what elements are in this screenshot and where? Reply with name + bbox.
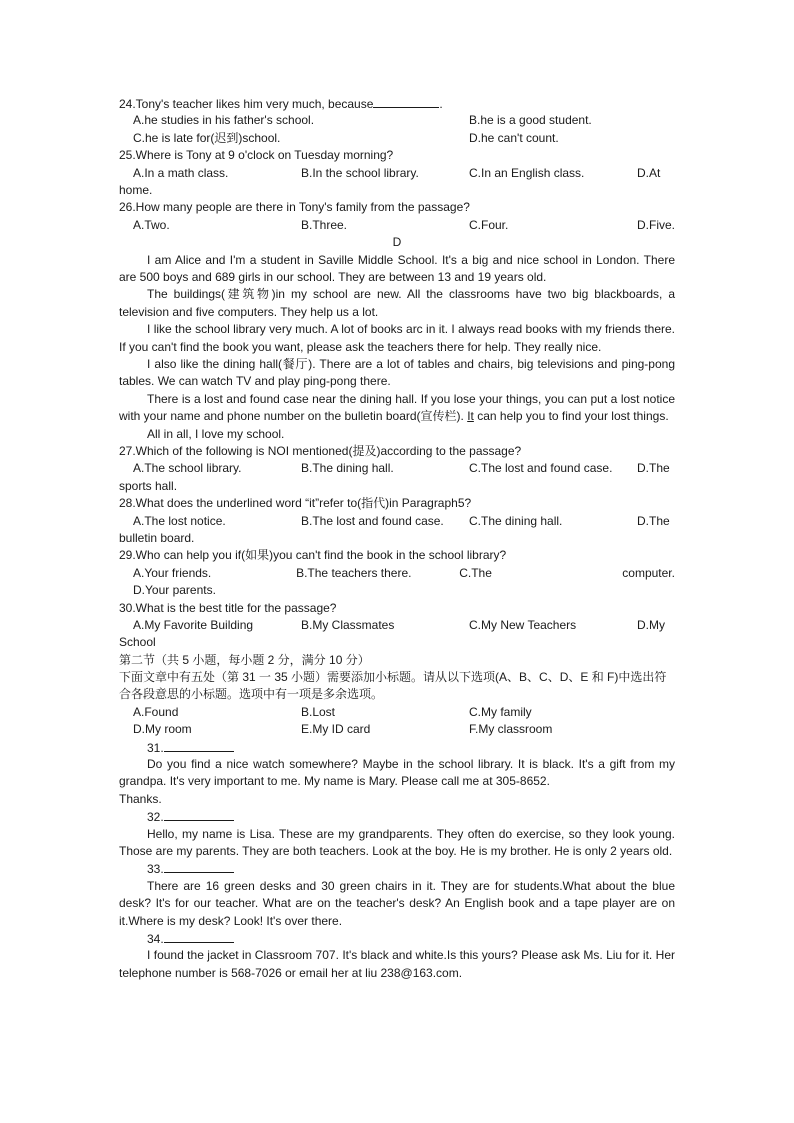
question-stem-text: 24.Tony's teacher likes him very much, because <box>119 97 374 111</box>
option-d: D.At <box>637 165 661 180</box>
heading-options-row-2 <box>119 721 675 738</box>
question-31-tail: Thanks. <box>119 791 162 806</box>
option-d: D.Five. <box>637 217 676 232</box>
option-a: A.The school library. <box>133 461 242 476</box>
passage-paragraph-3: I like the school library very much. A lot of books arc in it. I always read books with my friends there. If you can't find the book you want, please ask the teachers there for help. They really nice. <box>119 322 675 354</box>
question-24-stem <box>119 95 675 112</box>
option-a: A.In a math class. <box>133 165 229 180</box>
question-30-options <box>119 617 675 634</box>
option-a: A.he studies in his father's school. <box>133 113 315 128</box>
passage-paragraph-6: All in all, I love my school. <box>147 426 285 441</box>
question-34-text: I found the jacket in Classroom 707. It's black and white.Is this yours? Please ask Ms. Liu for it. Her telephone number is 568-7026 or email her at liu 238@163.com. <box>119 948 675 980</box>
question-30-stem: 30.What is the best title for the passage? <box>119 600 337 615</box>
passage-label: D <box>392 235 402 250</box>
option-a: A.My Favorite Building <box>133 617 254 632</box>
option-d: D.My <box>637 617 665 632</box>
question-29-options <box>119 565 675 582</box>
option-e: E.My ID card <box>301 722 371 737</box>
option-b: B.The dining hall. <box>301 461 394 476</box>
passage-paragraph-5 <box>119 391 675 426</box>
question-29-stem: 29.Who can help you if(如果)you can't find the book in the school library? <box>119 548 507 563</box>
option-c: C.My New Teachers <box>469 617 577 632</box>
question-34-title <box>119 930 675 947</box>
question-32-text: Hello, my name is Lisa. These are my grandparents. They often do exercise, so they look young. Those are my parents. They are both teachers. Look at the boy. He is my brother. He is only 2 years old. <box>119 826 675 859</box>
option-b: B.In the school library. <box>301 165 419 180</box>
question-31-title <box>119 739 675 756</box>
question-26-stem: 26.How many people are there in Tony's family from the passage? <box>119 200 470 215</box>
option-c: C.he is late for(迟到)school. <box>133 130 281 145</box>
paragraph-text-end: can help you to find your lost things. <box>473 409 669 424</box>
question-31-text: Do you find a nice watch somewhere? Maybe in the school library. It is black. It's a gift from my grandpa. It's very important to me. My name is Mary. Please call me at 305-8652. <box>119 757 675 789</box>
option-d-continuation: bulletin board. <box>119 530 195 545</box>
question-number: 34. <box>147 932 164 947</box>
option-a: A.The lost notice. <box>133 513 226 528</box>
option-c: C.The lost and found case. <box>469 461 613 476</box>
paragraph-text: There is a lost and found case near the dining hall. If you lose your things, you can put a lost notice with your name and phone number on the bulletin board(宣传栏). <box>119 391 675 424</box>
passage-paragraph-4: I also like the dining hall(餐厅). There are a lot of tables and chairs, big televisions and ping-pong tables. We can watch TV and play ping-pong there. <box>119 356 675 389</box>
answer-blank <box>164 930 234 943</box>
question-28-options <box>119 513 675 530</box>
option-d: D.Your parents. <box>133 583 216 598</box>
question-stem-end: . <box>439 97 443 111</box>
option-b: B.Lost <box>301 704 336 719</box>
option-c: C.Four. <box>469 217 509 232</box>
question-number: 32. <box>147 810 164 825</box>
question-27-stem: 27.Which of the following is NOI mentioned(提及)according to the passage? <box>119 443 522 458</box>
option-b: B.he is a good student. <box>469 113 592 128</box>
option-c: C.The dining hall. <box>469 513 563 528</box>
option-a: A.Your friends. <box>133 565 212 580</box>
option-d: D.he can't count. <box>469 130 559 145</box>
option-c-continuation: computer. <box>622 565 675 580</box>
question-25-options <box>119 165 675 182</box>
underlined-word: It <box>467 409 474 424</box>
option-d-continuation: sports hall. <box>119 478 178 493</box>
option-d-continuation: home. <box>119 182 153 197</box>
option-b: B.The teachers there. <box>296 565 412 580</box>
question-33-text: There are 16 green desks and 30 green chairs in it. They are for students.What about the blue desk? It's for our teacher. What are on the teacher's desk? An English book and a tape player are on it.Where is my desk? Look! It's over there. <box>119 878 675 928</box>
question-26-options <box>119 217 675 234</box>
option-d: D.My room <box>133 722 192 737</box>
page-content <box>119 95 675 982</box>
section-heading: 第二节（共 5 小题，每小题 2 分，满分 10 分） <box>119 652 370 667</box>
answer-blank <box>373 95 439 108</box>
option-c: C.The <box>459 565 492 580</box>
question-28-stem: 28.What does the underlined word “it”refer to(指代)in Paragraph5? <box>119 496 472 511</box>
option-a: A.Found <box>133 704 179 719</box>
question-24-options-row-2 <box>119 130 675 147</box>
question-33-title <box>119 860 675 877</box>
option-d: D.The <box>637 513 670 528</box>
answer-blank <box>164 739 234 752</box>
option-a: A.Two. <box>133 217 170 232</box>
option-d: D.The <box>637 461 670 476</box>
question-number: 33. <box>147 862 164 877</box>
option-f: F.My classroom <box>469 722 553 737</box>
option-b: B.The lost and found case. <box>301 513 444 528</box>
passage-paragraph-1: I am Alice and I'm a student in Saville Middle School. It's a big and nice school in London. There are 500 boys and 689 girls in our school. They are between 13 and 19 years old. <box>119 252 675 284</box>
question-32-title <box>119 808 675 825</box>
option-d-continuation: School <box>119 635 156 650</box>
option-c: C.My family <box>469 704 532 719</box>
question-24-options-row-1 <box>119 112 675 129</box>
question-25-stem: 25.Where is Tony at 9 o'clock on Tuesday morning? <box>119 148 394 163</box>
answer-blank <box>164 860 234 873</box>
heading-options-row-1 <box>119 704 675 721</box>
question-27-options <box>119 460 675 477</box>
section-instruction: 下面文章中有五处（第 31 一 35 小题）需要添加小标题。请从以下选项(A、B、C、D、E 和 F)中选出符合各段意思的小标题。选项中有一项是多余选项。 <box>119 670 667 702</box>
answer-blank <box>164 808 234 821</box>
question-number: 31. <box>147 740 164 755</box>
option-b: B.My Classmates <box>301 617 395 632</box>
option-b: B.Three. <box>301 217 348 232</box>
option-c: C.In an English class. <box>469 165 585 180</box>
passage-paragraph-2: The buildings(建筑物)in my school are new. All the classrooms have two big blackboards, a television and five computers. They help us a lot. <box>119 287 675 319</box>
